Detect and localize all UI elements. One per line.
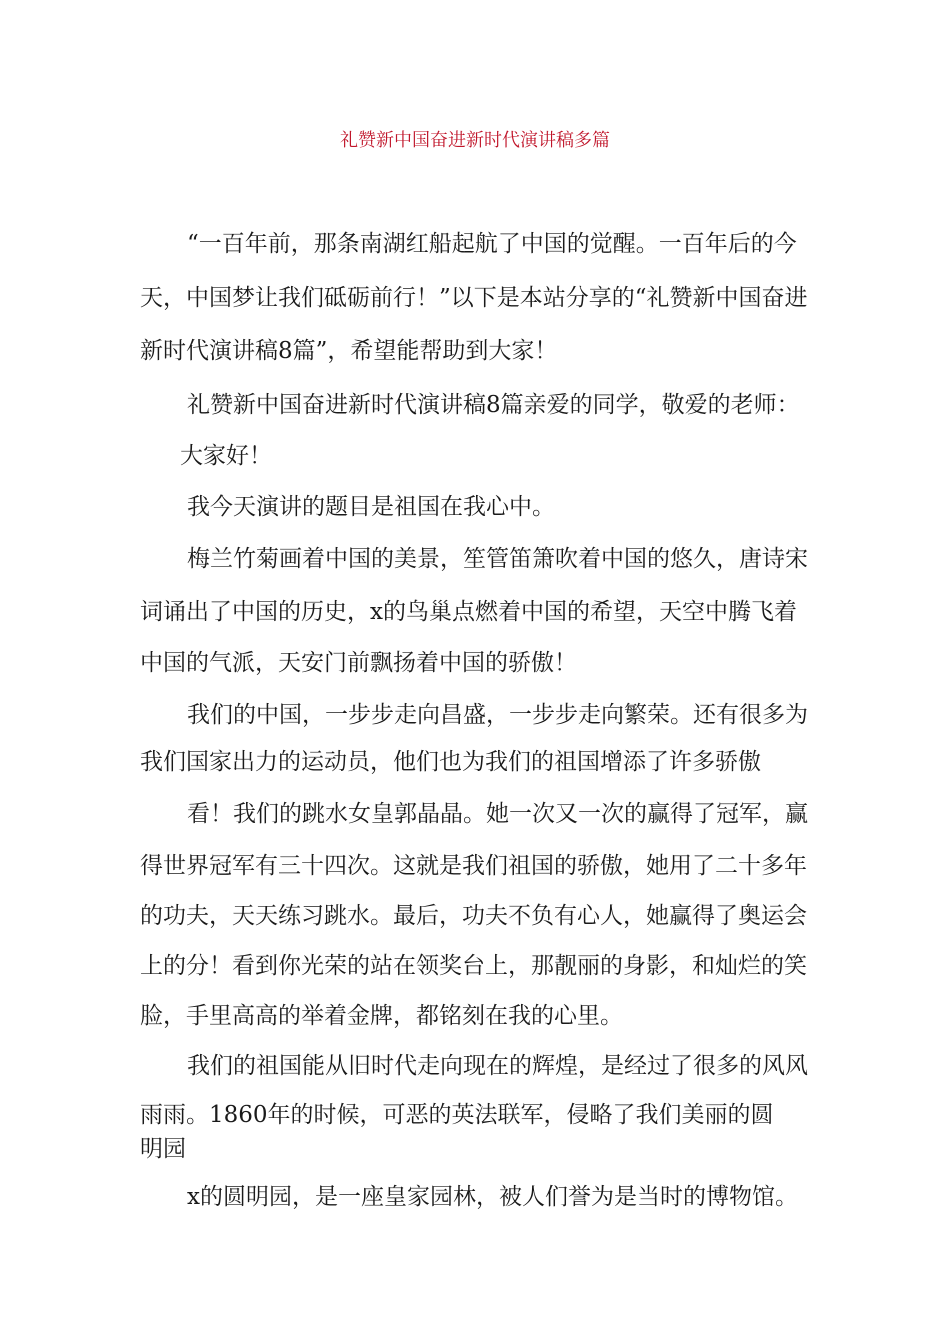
text-line: 雨雨。1860年的时候，可恶的英法联军，侵略了我们美丽的圆 xyxy=(140,1102,774,1128)
text-line: 新时代演讲稿8篇”，希望能帮助到大家！ xyxy=(140,338,558,364)
text-line: 我们的中国，一步步走向昌盛，一步步走向繁荣。还有很多为 xyxy=(187,702,808,728)
text-line: 看！我们的跳水女皇郭晶晶。她一次又一次的赢得了冠军，赢 xyxy=(187,801,808,827)
text-line: 脸，手里高高的举着金牌，都铭刻在我的心里。 xyxy=(140,1003,623,1029)
text-line: 我们的祖国能从旧时代走向现在的辉煌，是经过了很多的风风 xyxy=(187,1053,808,1079)
text-line: 礼赞新中国奋进新时代演讲稿8篇亲爱的同学，敬爱的老师： xyxy=(187,392,800,418)
text-line: 的功夫，天天练习跳水。最后，功夫不负有心人，她赢得了奥运会 xyxy=(140,903,807,929)
text-line: 梅兰竹菊画着中国的美景，笙管笛箫吹着中国的悠久，唐诗宋 xyxy=(187,546,808,572)
document-title: 礼赞新中国奋进新时代演讲稿多篇 xyxy=(340,130,610,151)
text-line: “一百年前，那条南湖红船起航了中国的觉醒。一百年后的今 xyxy=(187,231,797,257)
text-line: 我们国家出力的运动员，他们也为我们的祖国增添了许多骄傲 xyxy=(140,749,761,775)
text-line: 大家好！ xyxy=(180,443,272,469)
text-line: 天，中国梦让我们砥砺前行！”以下是本站分享的“礼赞新中国奋进 xyxy=(140,285,808,311)
text-line: 明园 xyxy=(140,1136,186,1162)
text-line: 上的分！看到你光荣的站在领奖台上，那靓丽的身影，和灿烂的笑 xyxy=(140,953,807,979)
text-line: 得世界冠军有三十四次。这就是我们祖国的骄傲，她用了二十多年 xyxy=(140,853,807,879)
text-line: 词诵出了中国的历史，x的鸟巢点燃着中国的希望，天空中腾飞着 xyxy=(140,599,797,625)
text-line: x的圆明园，是一座皇家园林，被人们誉为是当时的博物馆。 xyxy=(187,1184,798,1210)
text-line: 我今天演讲的题目是祖国在我心中。 xyxy=(187,494,555,520)
text-line: 中国的气派，天安门前飘扬着中国的骄傲！ xyxy=(140,650,577,676)
